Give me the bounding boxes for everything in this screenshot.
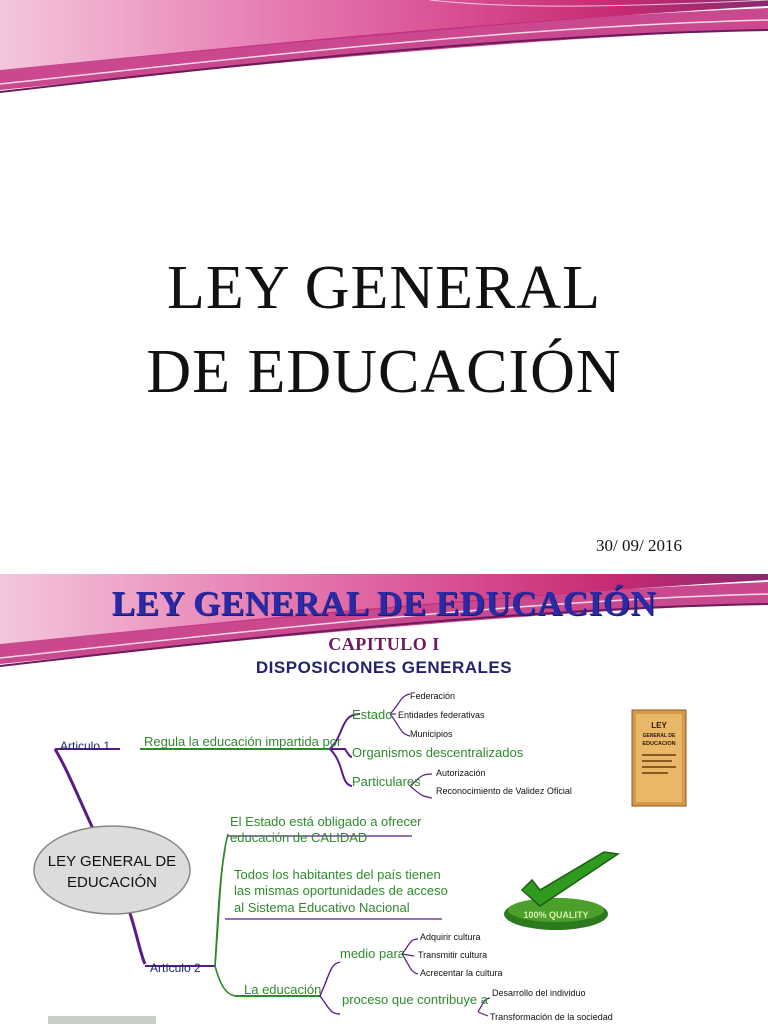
book-title-line: GENERAL DE <box>642 733 676 739</box>
quality-badge-text: 100% QUALITY <box>523 910 589 920</box>
center-node-line-1: LEY GENERAL DE <box>47 853 177 870</box>
title-line-1: LEY GENERAL <box>166 254 601 322</box>
presentation-date: 30/ 09/ 2016 <box>596 536 682 555</box>
articulo-2-point-1: El Estado está obligado a ofrecer <box>230 814 422 829</box>
medio-item: Acrecentar la cultura <box>420 968 503 978</box>
medio-item: Adquirir cultura <box>420 932 481 942</box>
book-cover-image <box>632 710 686 806</box>
proceso-node: proceso que contribuye a <box>342 992 488 1007</box>
organismos-node: Organismos descentralizados <box>352 745 524 760</box>
center-node-line-2: EDUCACIÓN <box>66 874 158 891</box>
articulo-2-point-2: Todos los habitantes del país tienen <box>234 867 441 882</box>
estado-item: Entidades federativas <box>398 710 485 720</box>
quality-checkmark-icon <box>504 852 618 930</box>
proceso-item: Transformación de la sociedad <box>490 1012 613 1022</box>
mindmap-slide <box>0 574 768 1024</box>
medio-para-node: medio para <box>340 946 406 961</box>
decorative-top-band <box>0 0 768 110</box>
articulo-1-label: Articulo 1 <box>60 739 111 753</box>
book-title-line: EDUCACION <box>642 741 676 747</box>
book-title-line: LEY <box>651 721 667 730</box>
mind-map <box>0 574 768 1024</box>
particulares-item: Autorización <box>436 768 486 778</box>
proceso-item: Desarrollo del individuo <box>492 988 586 998</box>
medio-item: Transmitir cultura <box>418 950 488 960</box>
estado-item: Municipios <box>410 729 453 739</box>
slide-heading: LEY GENERAL DE EDUCACIÓN <box>111 584 657 623</box>
articulo-2-label: Artículo 2 <box>150 961 201 975</box>
estado-item: Federación <box>410 691 456 701</box>
title-line-2: DE EDUCACIÓN <box>146 338 622 406</box>
la-educacion-node: La educación <box>244 982 322 997</box>
estado-node: Estado <box>352 707 393 722</box>
articulo-2-point-2: las mismas oportunidades de acceso <box>234 883 448 898</box>
articulo-2-point-2: al Sistema Educativo Nacional <box>234 900 410 915</box>
presentation-title <box>0 246 768 414</box>
particulares-node: Particulares <box>352 774 421 789</box>
chapter-heading: CAPITULO I <box>328 634 440 654</box>
center-node <box>34 826 190 914</box>
articulo-1-branch: Regula la educación impartida por <box>144 734 342 749</box>
thumbnail-fragment <box>48 1016 156 1024</box>
articulo-2-point-1: educación de CALIDAD <box>230 830 368 845</box>
particulares-item: Reconocimiento de Validez Oficial <box>436 786 572 796</box>
section-heading: DISPOSICIONES GENERALES <box>255 658 513 677</box>
